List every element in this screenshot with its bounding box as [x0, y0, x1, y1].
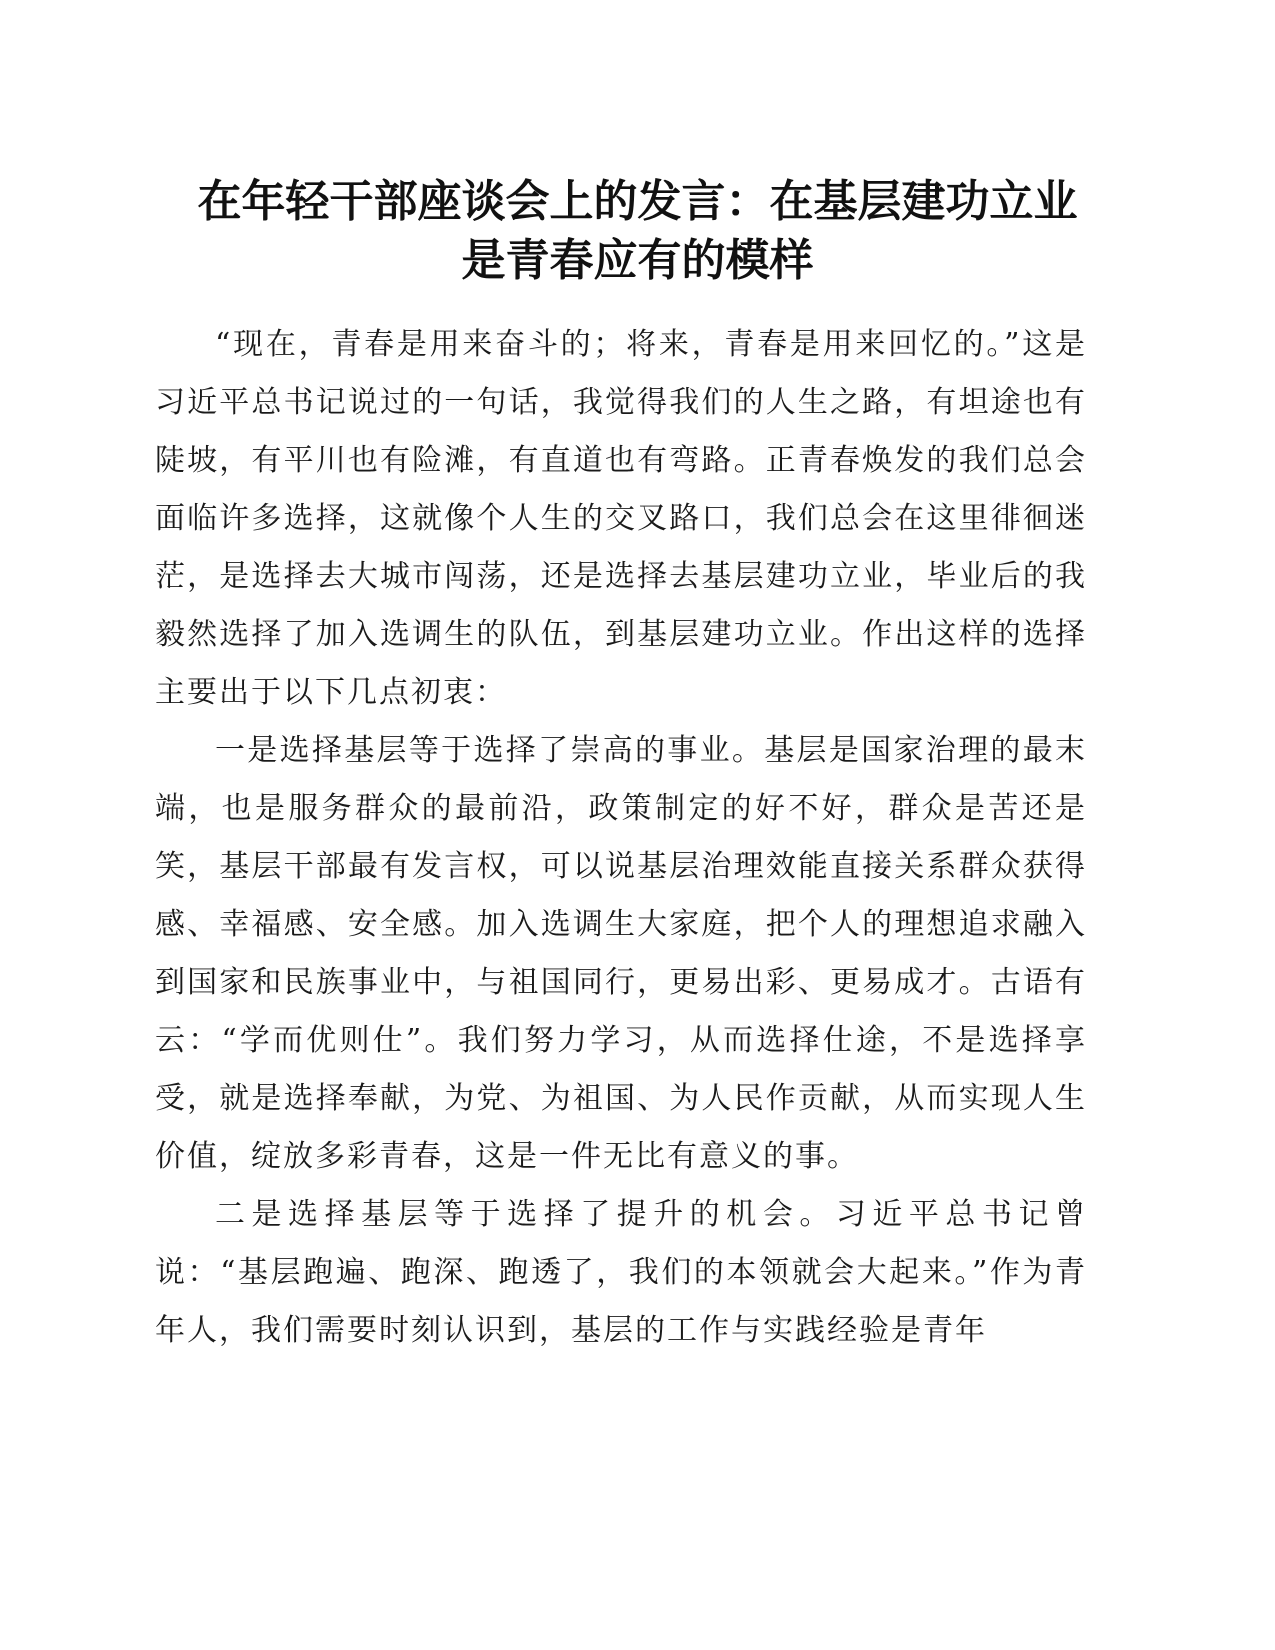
document-body: [155, 316, 1087, 1360]
paragraph-point-two: 二是选择基层等于选择了提升的机会。习近平总书记曾说：“基层跑遍、跑深、跑透了，我们的本领就会大起来。”作为青年人，我们需要时刻认识到，基层的工作与实践经验是青年: [155, 1197, 1087, 1348]
title-line-1: 在年轻干部座谈会上的发言：在基层建功立业: [197, 176, 1078, 227]
paragraph-intro: “现在，青春是用来奋斗的；将来，青春是用来回忆的。”这是习近平总书记说过的一句话，我觉得我们的人生之路，有坦途也有陡坡，有平川也有险滩，有直道也有弯路。正青春焕发的我们总会面临许多选择，这就像个人生的交叉路口，我们总会在这里徘徊迷茫，是选择去大城市闯荡，还是选择去基层建功立业，毕业后的我毅然选择了加入选调生的队伍，到基层建功立业。作出这样的选择主要出于以下几点初衷：: [155, 327, 1087, 710]
paragraph-point-one: 一是选择基层等于选择了崇高的事业。基层是国家治理的最末端，也是服务群众的最前沿，政策制定的好不好，群众是苦还是笑，基层干部最有发言权，可以说基层治理效能直接关系群众获得感、幸福感、安全感。加入选调生大家庭，把个人的理想追求融入到国家和民族事业中，与祖国同行，更易出彩、更易成才。古语有云：“学而优则仕”。我们努力学习，从而选择仕途，不是选择享受，就是选择奉献，为党、为祖国、为人民作贡献，从而实现人生价值，绽放多彩青春，这是一件无比有意义的事。: [155, 733, 1087, 1174]
title-line-2: 是青春应有的模样: [461, 235, 814, 286]
document-title: [150, 172, 1125, 290]
